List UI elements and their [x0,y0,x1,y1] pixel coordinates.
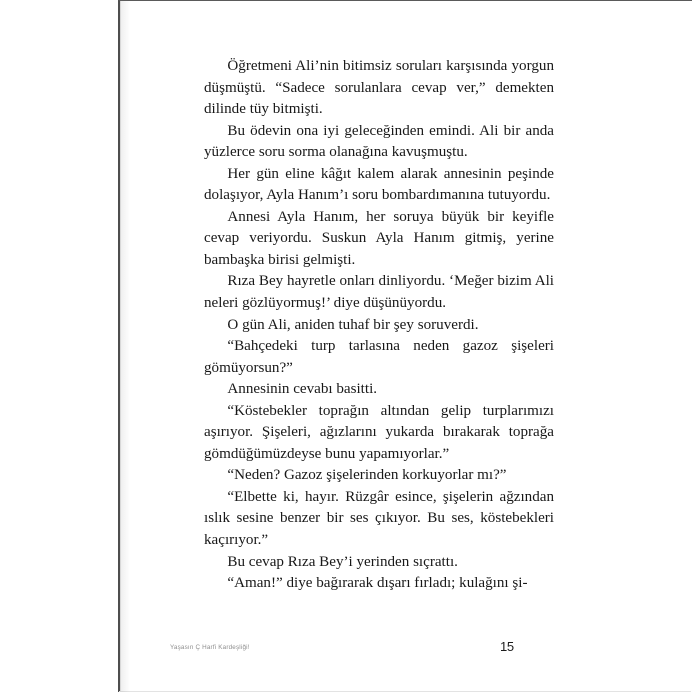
paragraph: “Köstebekler toprağın altından gelip turplarımızı aşırıyor. Şişeleri, ağızlarını yukarda bırakarak toprağa gömdüğümüzdeyse bunu yapamıyorlar.” [204,402,554,462]
paragraph: Bu ödevin ona iyi geleceğinden emindi. Ali bir anda yüzlerce soru sorma olanağına kavuşmuştu. [204,122,554,161]
paragraph: Bu cevap Rıza Bey’i yerinden sıçrattı. [227,553,458,570]
paragraph: “Neden? Gazoz şişelerinden korkuyorlar mı?” [227,467,507,484]
paragraph: Öğretmeni Ali’nin bitimsiz soruları karşısında yorgun düşmüştü. “Sadece sorulanlara cevap ver,” demekten dilinde tüy bitmişti. [204,58,554,118]
body-text-block [204,56,554,595]
paragraph: “Elbette ki, hayır. Rüzgâr esince, şişelerin ağzından ıslık sesine benzer bir ses çıkıyor. Bu ses, köstebekleri kaçırıyor.” [204,488,554,549]
page-footer [170,639,530,659]
paragraph: “Bahçedeki turp tarlasına neden gazoz şişeleri gömüyorsun?” [204,338,554,376]
paragraph: Her gün eline kâğıt kalem alarak annesinin peşinde dolaşıyor, Ayla Hanım’ı soru bombardımanına tutuyordu. [204,165,554,204]
paragraph: O gün Ali, aniden tuhaf bir şey soruverdi. [227,316,479,333]
paragraph: Annesi Ayla Hanım, her soruya büyük bir keyifle cevap veriyordu. Suskun Ayla Hanım gitmiş, yerine bambaşka birisi gelmişti. [204,208,554,268]
running-title: Yaşasın Ç Harfi Kardeşliği! [170,644,250,651]
page-bottom-edge [119,691,691,692]
paragraph: Annesinin cevabı basitti. [227,381,378,398]
page-number: 15 [500,639,514,654]
paragraph: “Aman!” diye bağırarak dışarı fırladı; kulağını şi- [227,575,528,592]
paragraph: Rıza Bey hayretle onları dinliyordu. ‘Meğer bizim Ali neleri gözlüyormuş!’ diye düşünüyordu. [204,273,554,312]
